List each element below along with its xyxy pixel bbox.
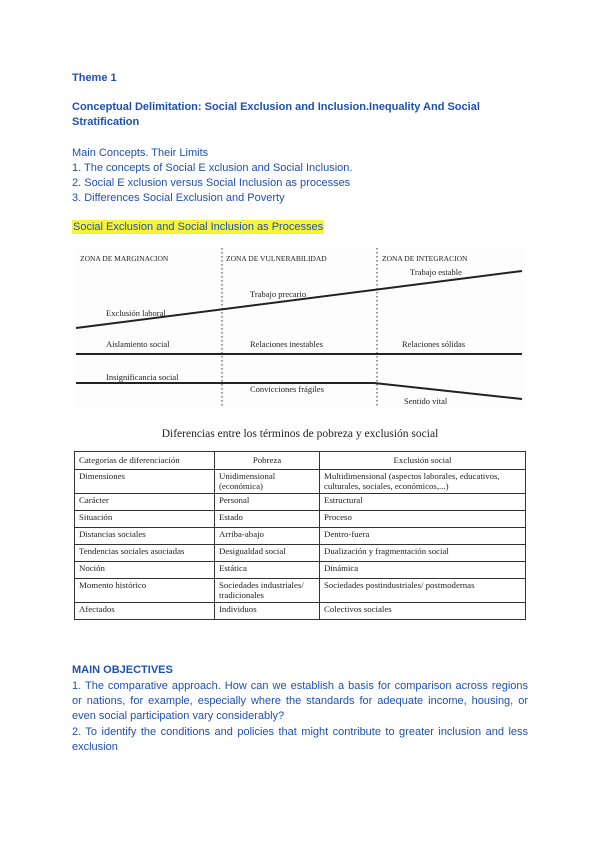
concept-item: 2. Social E xclusion versus Social Inclusion as processes bbox=[72, 177, 351, 189]
table-cell: Arriba-abajo bbox=[215, 527, 320, 544]
table-row bbox=[75, 469, 526, 493]
table-cell: Tendencias sociales asociadas bbox=[75, 544, 215, 561]
exclusion-zones-diagram bbox=[74, 246, 526, 410]
table-cell: Dentro-fuera bbox=[320, 527, 526, 544]
diagram-label: Insignificancia social bbox=[106, 372, 179, 382]
work-trend-line bbox=[76, 271, 522, 328]
diagram-label: Exclusión laboral bbox=[106, 308, 166, 318]
table-header-row bbox=[75, 452, 526, 470]
diagram-label: Aislamiento social bbox=[106, 339, 170, 349]
table-row bbox=[75, 527, 526, 544]
table-row bbox=[75, 578, 526, 602]
objectives-heading: MAIN OBJECTIVES bbox=[72, 664, 173, 676]
table-cell: Noción bbox=[75, 561, 215, 578]
table-cell: Estado bbox=[215, 510, 320, 527]
table-cell: Carácter bbox=[75, 493, 215, 510]
table-cell: Estática bbox=[215, 561, 320, 578]
table-cell: Desigualdad social bbox=[215, 544, 320, 561]
diagram-label: Convicciones frágiles bbox=[250, 384, 324, 394]
column-header: Categorías de diferenciación bbox=[75, 452, 215, 470]
diagram-label: Sentido vital bbox=[404, 396, 448, 406]
table-cell: Dinámica bbox=[320, 561, 526, 578]
table-row bbox=[75, 561, 526, 578]
page-title: Conceptual Delimitation: Social Exclusion and Inclusion.Inequality And Social Stratification bbox=[72, 101, 480, 128]
table-row bbox=[75, 602, 526, 619]
table-cell: Dimensiones bbox=[75, 469, 215, 493]
zone-title: ZONA DE INTEGRACION bbox=[382, 254, 468, 263]
objectives-body bbox=[72, 679, 528, 755]
diagram-label: Relaciones inestables bbox=[250, 339, 323, 349]
table-cell: Proceso bbox=[320, 510, 526, 527]
diagram-label: Relaciones sólidas bbox=[402, 339, 466, 349]
main-concepts bbox=[72, 146, 352, 206]
table-title: Diferencias entre los términos de pobreza y exclusión social bbox=[161, 428, 439, 440]
table-row bbox=[75, 510, 526, 527]
table-row bbox=[75, 544, 526, 561]
table-cell: Multidimensional (aspectos laborales, educativos, culturales, sociales, económicos,...) bbox=[320, 469, 526, 493]
table-cell: Estructural bbox=[320, 493, 526, 510]
table-cell: Sociedades industriales/ tradicionales bbox=[215, 578, 320, 602]
table-cell: Dualización y fragmentación social bbox=[320, 544, 526, 561]
table-cell: Personal bbox=[215, 493, 320, 510]
concepts-heading: Main Concepts. Their Limits bbox=[72, 147, 209, 159]
zone-title: ZONA DE MARGINACION bbox=[80, 254, 169, 263]
table-row bbox=[75, 493, 526, 510]
zone-title: ZONA DE VULNERABILIDAD bbox=[226, 254, 327, 263]
column-header: Pobreza bbox=[215, 452, 320, 470]
concept-item: 3. Differences Social Exclusion and Poverty bbox=[72, 192, 285, 204]
table-cell: Momento histórico bbox=[75, 578, 215, 602]
meaning-trend-line bbox=[374, 383, 522, 399]
highlighted-subheading: Social Exclusion and Social Inclusion as Processes bbox=[73, 221, 324, 233]
table-cell: Individuos bbox=[215, 602, 320, 619]
poverty-exclusion-table bbox=[74, 451, 526, 620]
diagram-label: Trabajo estable bbox=[410, 267, 462, 277]
column-header: Exclusión social bbox=[320, 452, 526, 470]
diagram-label: Trabajo precario bbox=[250, 289, 307, 299]
table-cell: Afectados bbox=[75, 602, 215, 619]
table-cell: Colectivos sociales bbox=[320, 602, 526, 619]
theme-label: Theme 1 bbox=[72, 72, 117, 84]
table-cell: Distancias sociales bbox=[75, 527, 215, 544]
table-cell: Sociedades postindustriales/ postmodernas bbox=[320, 578, 526, 602]
table-cell: Unidimensional (económica) bbox=[215, 469, 320, 493]
objective-paragraph: 2. To identify the conditions and policies that might contribute to greater inclusion and less exclusion bbox=[72, 725, 528, 753]
table-cell: Situación bbox=[75, 510, 215, 527]
concept-item: 1. The concepts of Social E xclusion and Social Inclusion. bbox=[72, 162, 353, 174]
objective-paragraph: 1. The comparative approach. How can we establish a basis for comparison across regions or nations, for example, especially where the standards for adequate income, housing, or even social participation vary considerably? bbox=[72, 680, 528, 723]
